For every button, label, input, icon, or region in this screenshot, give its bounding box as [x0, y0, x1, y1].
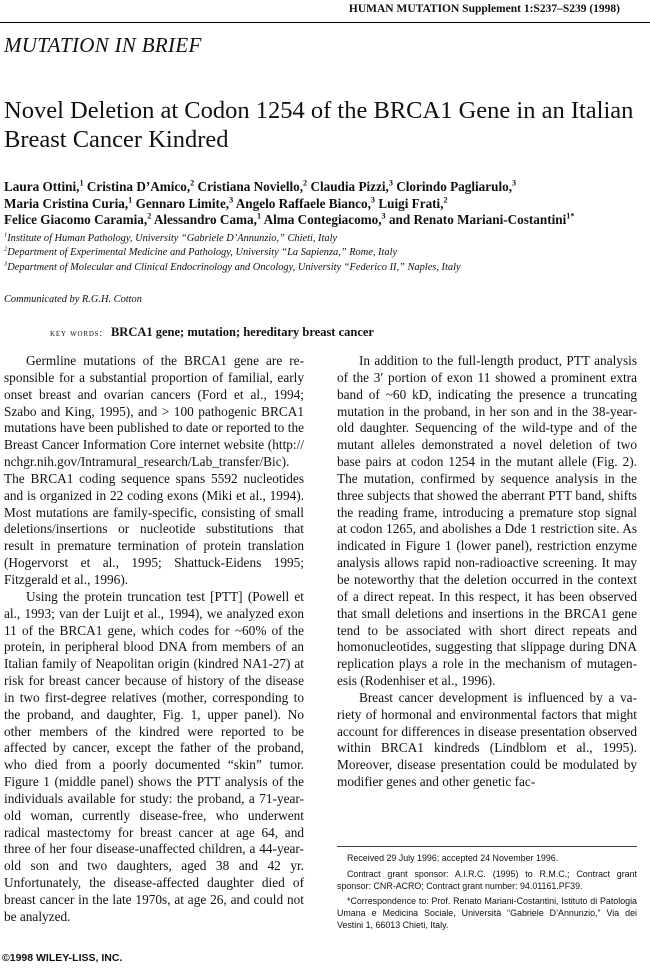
header-rule — [0, 22, 650, 23]
affiliation-list — [4, 232, 644, 275]
affiliation: $^1$Institute of Human Pathology, University “Gabriele D’Annunzio,” Chieti, Italy — [4, 231, 338, 244]
author: Laura Ottini,$^1$ — [4, 178, 84, 194]
author: Felice Giacomo Caramia,$^2$ — [4, 211, 152, 227]
body-column-right — [337, 353, 637, 791]
section-label: MUTATION IN BRIEF — [4, 33, 202, 57]
article-title: Novel Deletion at Codon 1254 of the BRCA1 Gene in an Italian Breast Cancer Kindred — [4, 97, 634, 153]
author: Claudia Pizzi,$^3$ — [310, 178, 393, 194]
author-list — [4, 179, 644, 229]
received-note: Received 29 July 1996; accepted 24 November 1996. — [347, 853, 559, 863]
communicated-by: Communicated by R.G.H. Cotton — [4, 294, 142, 305]
copyright: ©1998 WILEY-LISS, INC. — [2, 952, 123, 964]
author: and Renato Mariani-Costantini$^{1*}$ — [388, 211, 575, 227]
body-paragraph: Breast cancer development is influenced by a variety of hormonal and environmental factors that might account for differences in disease presentation observed within BRCA1 kindreds (Lindblom et al., 1995). Moreover, disease presentation could be modulated by modifier genes and other genetic fac- — [337, 689, 637, 790]
author: Cristina D’Amico,$^2$ — [86, 178, 195, 194]
author: Alma Contegiacomo,$^3$ — [263, 211, 386, 227]
keywords — [50, 325, 374, 340]
body-paragraph: In addition to the full-length product, PTT analysis of the 3′ portion of exon 11 showed a prominent extra band of ~60 kD, indicating the presence a truncating mutation in the proband, in her son and in the 38-year-old daughter. Sequencing of the wild-type and of the mutant alleles demonstrated a novel deletion of two base pairs at codon 1254 in the mutant allele (Fig. 2). The mutation, confirmed by sequence analysis in the three subjects that showed the aberrant PTT band, shifts the reading frame, introducing a premature stop signal at codon 1265, and abolishes a Dde 1 restriction site. As indicated in Figure 1 (lower panel), restriction enzyme analysis allows rapid non-radioactive screening. It may be noteworthy that the deletion occurred in the context of a direct repeat. In this respect, it has been observed that small deletions and insertions in the BRCA1 gene tend to be associated with short direct repeats and homonucleotides, suggesting that slippage during DNA replication plays a role in the mechanism of mutagenesis (Rodenhiser et al., 1996). — [337, 353, 637, 689]
author: Luigi Frati,$^2$ — [378, 195, 448, 211]
body-column-left — [4, 353, 304, 926]
journal-header: HUMAN MUTATION Supplement 1:S237–S239 (1998) — [348, 3, 620, 15]
keywords-label: key words: — [50, 328, 103, 339]
author: Clorindo Pagliarulo,$^3$ — [396, 178, 517, 194]
correspondence-note: *Correspondence to: Prof. Renato Mariani-Costantini, Istituto di Patologia Umana e Medicina Sociale, Università “Gabriele D’Annunzio,” Via dei Vestini 1, 66013 Chieti, Italy. — [337, 896, 637, 930]
author: Angelo Raffaele Bianco,$^3$ — [235, 195, 376, 211]
footnote-rule — [337, 846, 637, 847]
keywords-value: BRCA1 gene; mutation; hereditary breast cancer — [110, 325, 374, 339]
affiliation: $^2$Department of Experimental Medicine and Pathology, University “La Sapienza,” Rome, Italy — [4, 245, 398, 259]
footnotes — [337, 853, 637, 936]
author: Gennaro Limite,$^3$ — [135, 195, 234, 211]
author: Cristiana Noviello,$^2$ — [197, 178, 308, 194]
body-paragraph: Using the protein truncation test [PTT] (Powell et al., 1993; van der Luijt et al., 1994), we analyzed exon 11 of the BRCA1 gene, which codes for ~60% of the protein, in peripheral blood DNA from members of an Italian family of Neapolitan origin (kindred NA1-27) at risk for breast cancer because of history of the disease in two first-degree relatives (mother, corresponding to the proband, and daughter, Fig. 1, upper panel). No other members of the kindred were reported to be affected by cancer, except the father of the proband, who died from a poorly documented “skin” tumor. Figure 1 (middle panel) shows the PTT analysis of the individuals available for study: the proband, a 71-year-old woman, currently disease-free, who underwent radical mastectomy for breast cancer at age 64, and three of her four disease-unaffected children, a 44-year-old son and two daughters, aged 38 and 42 yr. Unfortunately, the disease-affected daughter died of breast cancer in the late 1970s, at age 26, and could not be analyzed. — [4, 588, 304, 924]
body-paragraph: Germline mutations of the BRCA1 gene are responsible for a substantial proportion of familial, early onset breast and ovarian cancers (Ford et al., 1994; Szabo and King, 1995), and > 100 pathogenic BRCA1 mutations have been published to date or reported to the Breast Cancer Information Core internet website (http://​nchgr.nih.gov/Intramural_research/Lab_transfer/​Bic). The BRCA1 coding sequence spans 5592 nucleotides and is organized in 22 coding exons (Miki et al., 1994). Most mutations are family-specific, consisting of small deletions/insertions or nucleotide substitutions that result in premature termination of protein translation (Hogervorst et al., 1995; Shattuck-Eidens 1995; Fitzgerald et al., 1996). — [4, 353, 304, 587]
grant-note: Contract grant sponsor: A.I.R.C. (1995) to R.M.C.; Contract grant sponsor: CNR-ACRO; Contract grant number: 94.01161.PF39. — [337, 868, 637, 891]
author: Alessandro Cama,$^1$ — [153, 211, 262, 227]
affiliation: $^3$Department of Molecular and Clinical Endocrinology and Oncology, University “Federico II,” Naples, Italy — [4, 260, 461, 273]
author: Maria Cristina Curia,$^1$ — [4, 195, 133, 211]
